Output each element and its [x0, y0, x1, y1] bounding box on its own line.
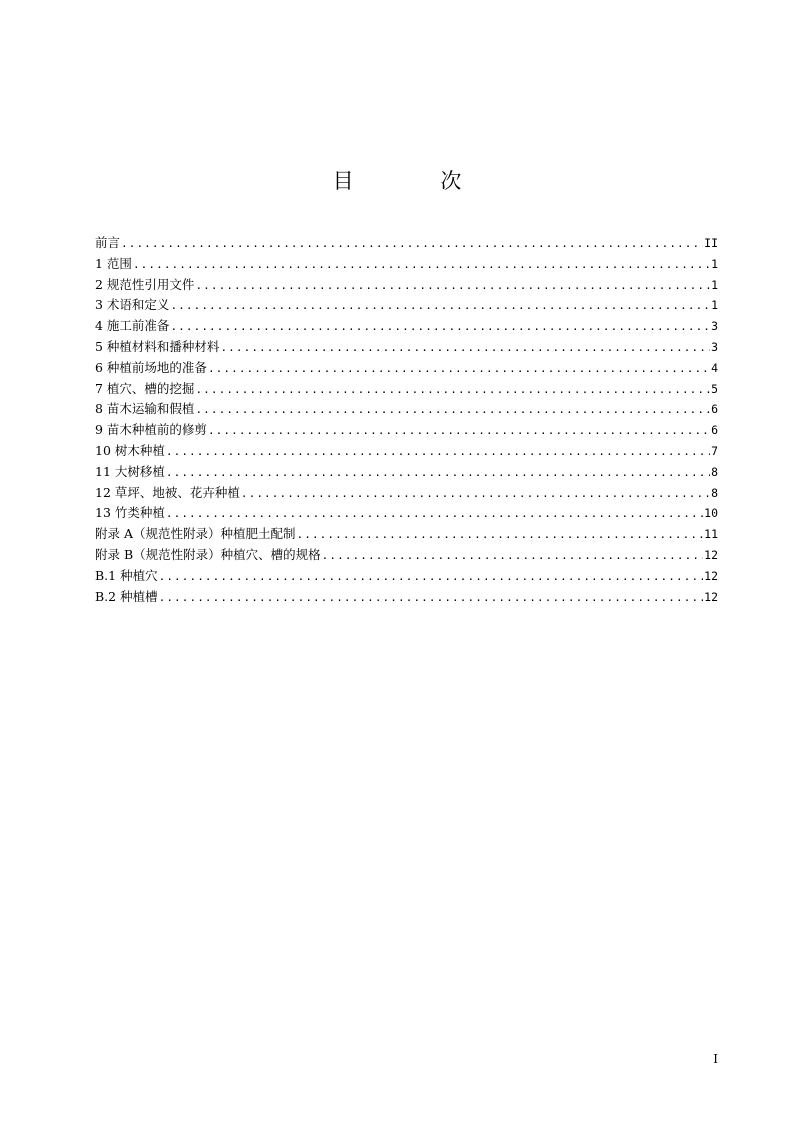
toc-entry-label: 3 术语和定义: [95, 297, 170, 313]
toc-leader-dots: [195, 276, 710, 296]
toc-entry[interactable]: [95, 441, 718, 462]
toc-leader-dots: [159, 567, 704, 587]
toc-entry-page: 3: [711, 319, 718, 334]
toc-entry[interactable]: [95, 379, 718, 400]
toc-leader-dots: [322, 546, 703, 566]
toc-entry-label: 2 规范性引用文件: [95, 276, 195, 292]
toc-entry[interactable]: [95, 524, 718, 545]
page-number: I: [713, 1052, 718, 1066]
toc-entry-label: 10 树木种植: [95, 442, 165, 458]
toc-entry-page: 7: [711, 443, 718, 458]
toc-entry[interactable]: [95, 545, 718, 566]
toc-entry[interactable]: [95, 420, 718, 441]
toc-entry[interactable]: [95, 275, 718, 296]
toc-leader-dots: [220, 338, 710, 358]
toc-leader-dots: [297, 525, 704, 545]
toc-leader-dots: [170, 317, 710, 337]
toc-leader-dots: [195, 380, 710, 400]
toc-entry-label: 附录 B（规范性附录）种植穴、槽的规格: [95, 546, 321, 562]
toc-entry-label: 12 草坪、地被、花卉种植: [95, 484, 240, 500]
toc-entry[interactable]: [95, 337, 718, 358]
toc-entry-page: 6: [711, 423, 718, 438]
toc-entry[interactable]: [95, 483, 718, 504]
toc-leader-dots: [195, 400, 710, 420]
toc-entry-label: B.1 种植穴: [95, 567, 158, 583]
toc-entry-label: 前言: [95, 235, 121, 250]
toc-leader-dots: [166, 463, 710, 483]
toc-entry-label: 1 范围: [95, 255, 132, 271]
toc-entry-label: 4 施工前准备: [95, 318, 170, 334]
toc-entry-page: 12: [704, 589, 718, 604]
toc-entry[interactable]: [95, 503, 718, 524]
table-of-contents: [95, 233, 718, 607]
toc-entry[interactable]: [95, 587, 718, 608]
toc-entry-page: 3: [711, 339, 718, 354]
toc-entry[interactable]: [95, 566, 718, 587]
toc-leader-dots: [133, 255, 710, 275]
toc-entry-label: B.2 种植槽: [95, 588, 158, 604]
toc-leader-dots: [121, 234, 703, 254]
toc-entry-page: 11: [704, 527, 718, 542]
toc-entry[interactable]: [95, 254, 718, 275]
toc-entry-page: 4: [711, 360, 718, 375]
toc-entry-label: 6 种植前场地的准备: [95, 359, 207, 375]
toc-entry-page: 1: [711, 277, 718, 292]
toc-entry-page: II: [704, 236, 718, 250]
toc-entry-page: 8: [711, 464, 718, 479]
toc-entry-page: 1: [711, 298, 718, 313]
toc-entry-page: 5: [711, 381, 718, 396]
toc-entry-page: 10: [704, 506, 718, 521]
toc-entry[interactable]: [95, 358, 718, 379]
toc-entry[interactable]: [95, 295, 718, 316]
toc-entry[interactable]: [95, 462, 718, 483]
toc-leader-dots: [241, 484, 710, 504]
toc-leader-dots: [166, 504, 703, 524]
toc-entry-page: 1: [711, 256, 718, 271]
toc-entry-page: 12: [704, 568, 718, 583]
toc-entry-label: 13 竹类种植: [95, 505, 165, 521]
toc-leader-dots: [166, 442, 710, 462]
toc-entry-label: 9 苗木种植前的修剪: [95, 422, 207, 438]
page-title: 目 次: [332, 169, 502, 193]
toc-entry[interactable]: [95, 399, 718, 420]
toc-leader-dots: [208, 359, 710, 379]
toc-entry[interactable]: [95, 316, 718, 337]
toc-entry-label: 5 种植材料和播种材料: [95, 338, 220, 354]
toc-leader-dots: [208, 421, 710, 441]
toc-entry-page: 12: [704, 547, 718, 562]
toc-leader-dots: [170, 296, 710, 316]
toc-leader-dots: [159, 588, 704, 608]
toc-entry-label: 附录 A（规范性附录）种植肥土配制: [95, 526, 296, 542]
toc-entry-page: 8: [711, 485, 718, 500]
toc-entry[interactable]: [95, 233, 718, 254]
toc-entry-label: 11 大树移植: [95, 463, 165, 479]
toc-entry-label: 7 植穴、槽的挖掘: [95, 380, 195, 396]
toc-entry-label: 8 苗木运输和假植: [95, 401, 195, 417]
toc-entry-page: 6: [711, 402, 718, 417]
